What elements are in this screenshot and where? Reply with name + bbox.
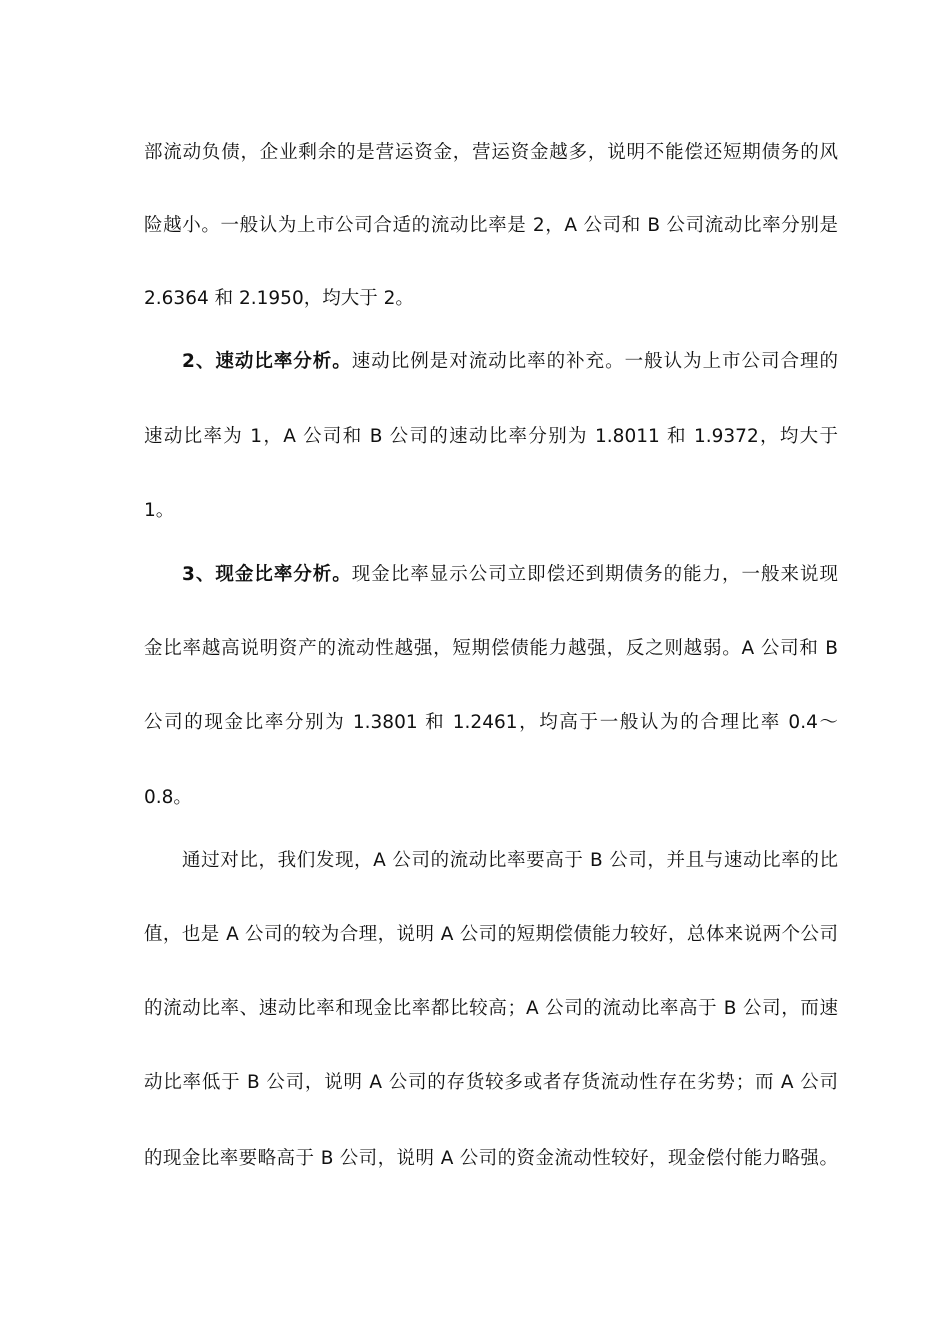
section-text: 现金比率显示公司立即偿还到期债务的能力，一般来说现 [351,564,838,585]
text-line: 速动比率为 1，A 公司和 B 公司的速动比率分别为 1.8011 和 1.9372，均大于 [144,426,838,447]
section-heading: 2、速动比率分析。 [182,351,352,372]
text-line: 0.8。 [144,787,192,808]
text-line: 2.6364 和 2.1950，均大于 2。 [144,288,414,309]
text-line: 的流动比率、速动比率和现金比率都比较高；A 公司的流动比率高于 B 公司，而速 [144,998,838,1019]
text-line: 通过对比，我们发现，A 公司的流动比率要高于 B 公司，并且与速动比率的比 [182,850,838,871]
text-line: 动比率低于 B 公司，说明 A 公司的存货较多或者存货流动性存在劣势；而 A 公司 [144,1072,838,1093]
text-line: 的现金比率要略高于 B 公司，说明 A 公司的资金流动性较好，现金偿付能力略强。 [144,1148,838,1169]
text-line: 险越小。一般认为上市公司合适的流动比率是 2，A 公司和 B 公司流动比率分别是 [144,215,838,236]
section-text: 速动比例是对流动比率的补充。一般认为上市公司合理的 [351,351,838,372]
text-line: 部流动负债，企业剩余的是营运资金，营运资金越多，说明不能偿还短期债务的风 [144,142,838,163]
text-line: 1。 [144,500,175,521]
section-heading: 3、现金比率分析。 [182,564,352,585]
text-line: 值，也是 A 公司的较为合理，说明 A 公司的短期偿债能力较好，总体来说两个公司 [144,924,838,945]
section-heading-line [182,563,838,587]
text-line: 金比率越高说明资产的流动性越强，短期偿债能力越强，反之则越弱。A 公司和 B [144,638,838,659]
section-heading-line [182,350,838,374]
text-line: 公司的现金比率分别为 1.3801 和 1.2461，均高于一般认为的合理比率 0.4～ [144,712,838,733]
